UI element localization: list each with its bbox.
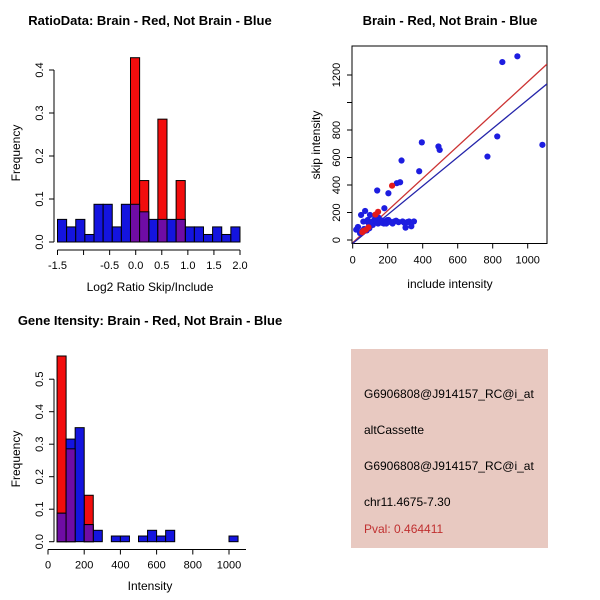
intensity-scatter-ylabel: skip intensity	[309, 110, 323, 180]
svg-text:400: 400	[331, 175, 343, 195]
fit-lines	[353, 64, 547, 243]
svg-text:0.4: 0.4	[34, 62, 46, 78]
intensity-scatter-xlabel: include intensity	[407, 277, 493, 291]
ratio-histogram-ylabel: Frequency	[9, 124, 23, 182]
splice-type-line: altCassette	[364, 423, 425, 437]
svg-text:-1.5: -1.5	[48, 260, 67, 272]
svg-text:0.3: 0.3	[34, 105, 46, 121]
svg-text:0.1: 0.1	[34, 191, 46, 207]
svg-text:1.0: 1.0	[180, 260, 196, 272]
svg-text:800: 800	[183, 559, 202, 572]
svg-text:0.2: 0.2	[34, 469, 46, 485]
svg-text:1.5: 1.5	[206, 260, 222, 272]
svg-text:0.0: 0.0	[34, 534, 46, 550]
svg-text:200: 200	[75, 559, 94, 572]
svg-text:-0.5: -0.5	[100, 260, 120, 272]
svg-text:0: 0	[349, 254, 356, 267]
svg-text:400: 400	[413, 254, 432, 267]
svg-text:800: 800	[483, 254, 502, 267]
intensity-scatter-plot	[300, 0, 600, 300]
probe-id-line: G6906808@J914157_RC@i_at	[364, 387, 534, 401]
svg-text:0.4: 0.4	[34, 404, 46, 420]
svg-text:0: 0	[331, 236, 343, 244]
ratio-histogram-plot	[0, 0, 300, 300]
ratio-histogram-xlabel: Log2 Ratio Skip/Include	[86, 280, 214, 294]
svg-text:800: 800	[331, 120, 343, 140]
svg-text:0.2: 0.2	[34, 148, 46, 164]
gene-intensity-histogram-xlabel: Intensity	[127, 579, 173, 593]
svg-text:1000: 1000	[515, 254, 540, 267]
ratio-histogram-title: RatioData: Brain - Red, Not Brain - Blue	[28, 13, 272, 28]
probe-info-box	[351, 349, 548, 548]
svg-text:0.1: 0.1	[34, 501, 46, 517]
brain-fit-line	[353, 64, 547, 243]
svg-text:600: 600	[147, 559, 166, 572]
svg-text:0.3: 0.3	[34, 436, 46, 452]
gene-intensity-histogram-panel	[0, 300, 300, 600]
svg-text:600: 600	[448, 254, 467, 267]
svg-text:0.5: 0.5	[34, 371, 46, 387]
svg-text:0.0: 0.0	[34, 234, 46, 250]
probe-id-line-2: G6906808@J914157_RC@i_at	[364, 459, 534, 473]
svg-text:1200: 1200	[331, 62, 343, 88]
svg-text:0.0: 0.0	[128, 260, 144, 272]
probe-info-panel	[300, 300, 600, 600]
gene-intensity-histogram-plot	[0, 300, 300, 600]
intensity-scatter-title: Brain - Red, Not Brain - Blue	[362, 13, 538, 28]
pval-line: Pval: 0.464411	[364, 522, 444, 536]
points-not-brain	[353, 53, 545, 236]
svg-text:0.5: 0.5	[154, 260, 170, 272]
svg-text:200: 200	[331, 203, 343, 222]
svg-text:2.0: 2.0	[232, 260, 248, 272]
svg-text:1000: 1000	[216, 559, 242, 572]
intensity-scatter-panel	[300, 0, 600, 300]
ratio-histogram-panel	[0, 0, 300, 300]
svg-text:0: 0	[44, 559, 52, 572]
svg-text:400: 400	[111, 559, 130, 572]
gene-intensity-histogram-ylabel: Frequency	[9, 430, 23, 488]
svg-text:200: 200	[378, 254, 397, 267]
chromosome-line: chr11.4675-7.30	[364, 495, 451, 509]
gene-intensity-histogram-title: Gene Itensity: Brain - Red, Not Brain - Blue	[17, 313, 283, 328]
svg-text:600: 600	[331, 148, 343, 167]
